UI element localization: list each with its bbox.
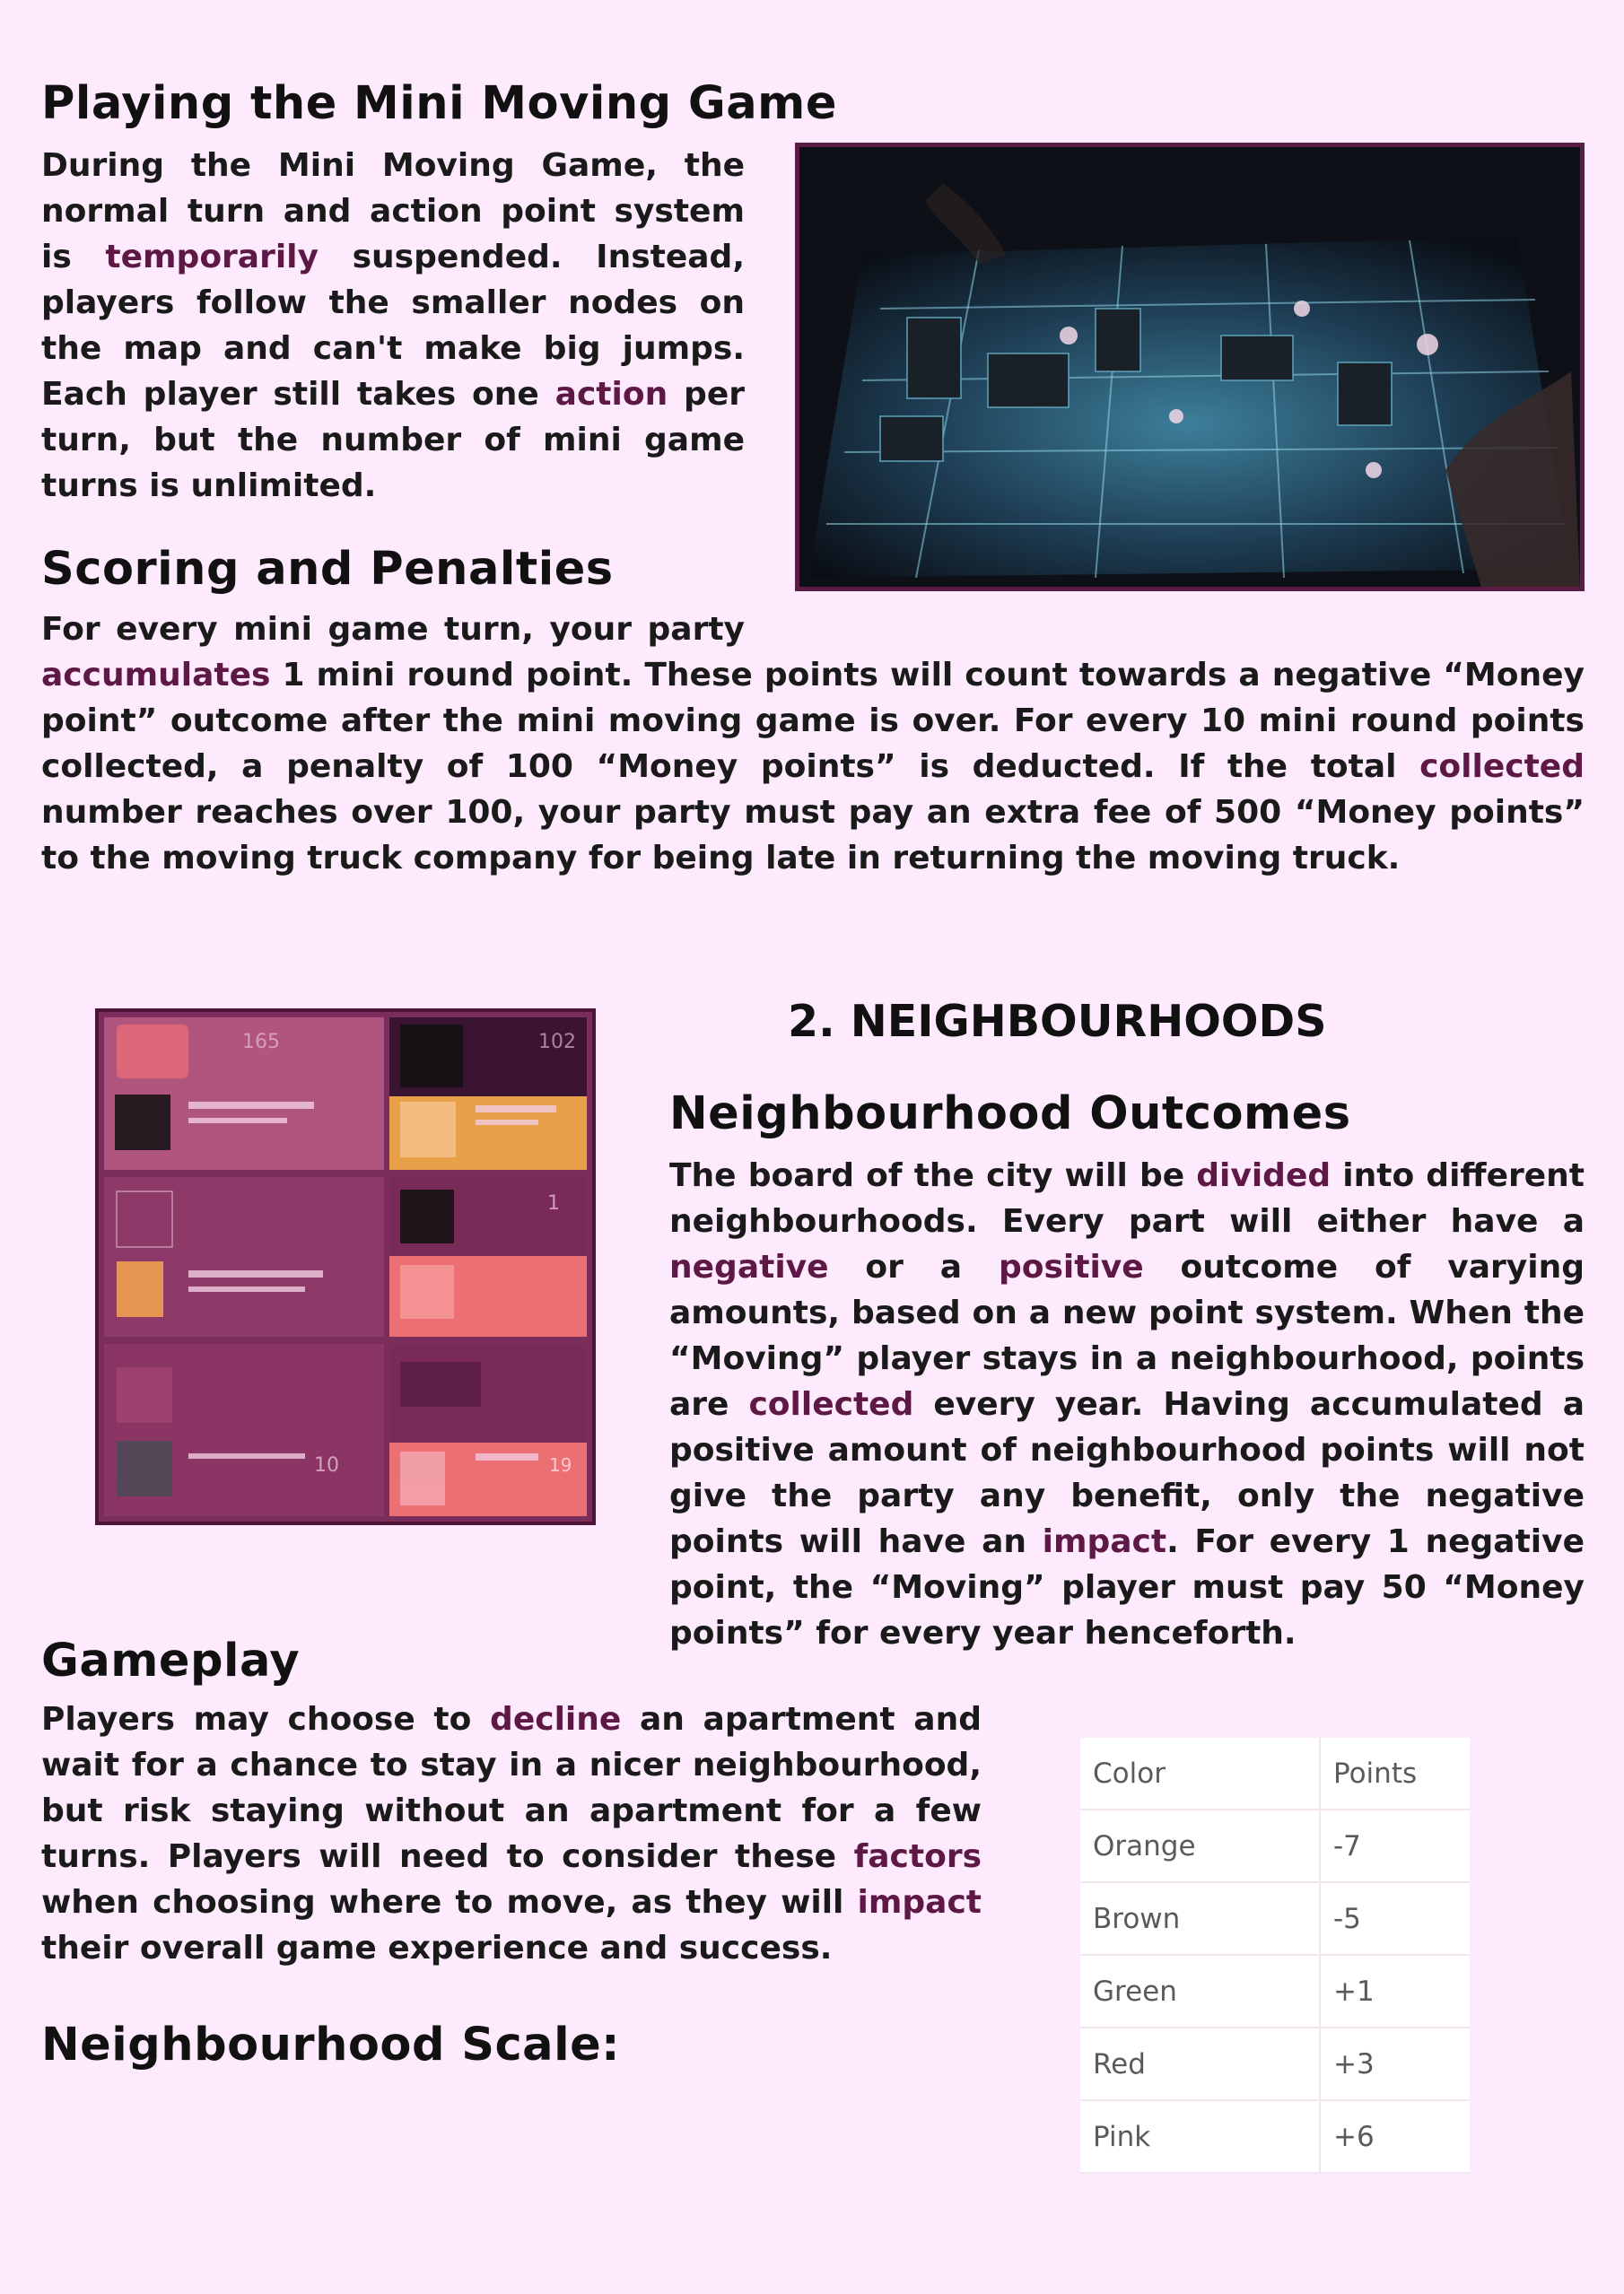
highlighted-term: action [554, 376, 668, 413]
scale-cell-points: +6 [1320, 2100, 1470, 2173]
highlighted-term: divided [1196, 1157, 1332, 1194]
scoring-heading: Scoring and Penalties [41, 543, 614, 596]
paragraph-text: During the Mini Moving Game, the normal turn and action point system is [41, 147, 745, 275]
scale-cell-color: Green [1080, 1955, 1320, 2028]
outcomes-block [669, 1087, 1585, 1656]
gallery-text-c: 1 [547, 1192, 560, 1215]
top-flow [41, 77, 1585, 881]
scale-cell-color: Pink [1080, 2100, 1320, 2173]
paragraph-text: outcome of varying amounts, based on a new point system. When the “Moving” player stays in a neighbourhood, points are [669, 1249, 1585, 1423]
paragraph-text: The board of the city will be [669, 1157, 1197, 1194]
highlighted-term: accumulates [41, 657, 271, 693]
paragraph-text: their overall game experience and success. [41, 1930, 833, 1967]
gameplay-paragraph [41, 1697, 982, 1971]
tile-gallery-illustration [99, 1012, 592, 1522]
gallery-text-e: 19 [549, 1454, 572, 1476]
highlighted-term: factors [853, 1838, 982, 1875]
paragraph-text: every year. Having accumulated a positive amount of neighbourhood points will not give the party any benefit, only the negative points will have an [669, 1386, 1585, 1560]
scale-col-color: Color [1080, 1738, 1320, 1810]
table-row [1080, 1882, 1470, 1955]
highlighted-term: collected [1419, 748, 1585, 785]
paragraph-text: Players may choose to [41, 1701, 491, 1738]
scale-cell-color: Red [1080, 2028, 1320, 2100]
scale-table-header-row [1080, 1738, 1470, 1810]
outcomes-paragraph [669, 1153, 1585, 1656]
gallery-text-d: 10 [314, 1454, 339, 1477]
scale-cell-points: -7 [1320, 1810, 1470, 1882]
board-photo [795, 143, 1585, 591]
highlighted-term: collected [748, 1386, 914, 1423]
scale-cell-color: Brown [1080, 1882, 1320, 1955]
highlighted-term: decline [490, 1701, 622, 1738]
scale-table [1080, 1738, 1470, 2174]
paragraph-text: For every mini game turn, your party [41, 611, 745, 648]
highlighted-term: impact [857, 1884, 982, 1921]
table-row [1080, 1810, 1470, 1882]
paragraph-text: number reaches over 100, your party must pay an extra fee of 500 “Money points” to the moving truck company for being late in returning the moving truck. [41, 794, 1585, 877]
scale-cell-color: Orange [1080, 1810, 1320, 1882]
section-title: 2. NEIGHBOURHOODS [788, 996, 1327, 1047]
gameplay-heading: Gameplay [41, 1635, 301, 1688]
highlighted-term: impact [1042, 1523, 1167, 1560]
tile-gallery [95, 1008, 596, 1525]
highlighted-term: negative [669, 1249, 829, 1286]
gallery-text-a: 165 [242, 1031, 280, 1053]
scoring-paragraph [41, 606, 1585, 881]
scale-cell-points: -5 [1320, 1882, 1470, 1955]
table-row [1080, 1955, 1470, 2028]
scale-cell-points: +3 [1320, 2028, 1470, 2100]
highlighted-term: positive [998, 1249, 1144, 1286]
paragraph-text: an apartment and wait for a chance to stay in a nicer neighbourhood, but risk staying without an apartment for a few turns. Players will need to consider these [41, 1701, 982, 1875]
outcomes-heading: Neighbourhood Outcomes [669, 1087, 1351, 1140]
scale-col-points: Points [1320, 1738, 1470, 1810]
paragraph-text: into different neighbourhoods. Every part will either have a [669, 1157, 1585, 1240]
paragraph-text: per turn, but the number of mini game turns is unlimited. [41, 376, 745, 504]
paragraph-text: suspended. Instead, players follow the smaller nodes on the map and can't make big jumps. Each player still takes one [41, 239, 745, 413]
gameplay-block [41, 1635, 982, 1971]
paragraph-text: when choosing where to move, as they will [41, 1884, 858, 1921]
highlighted-term: temporarily [105, 239, 319, 275]
table-row [1080, 2100, 1470, 2173]
table-row [1080, 2028, 1470, 2100]
paragraph-text: . For every 1 negative point, the “Moving” player must pay 50 “Money points” for every year henceforth. [669, 1523, 1585, 1652]
paragraph-text: or a [828, 1249, 999, 1286]
scale-cell-points: +1 [1320, 1955, 1470, 2028]
mini-game-heading: Playing the Mini Moving Game [41, 77, 837, 130]
paragraph-text: 1 mini round point. These points will count towards a negative “Money point” outcome after the mini moving game is over. For every 10 mini round points collected, a penalty of 100 “Money points” is deducted. If the total [41, 657, 1585, 785]
gallery-text-b: 102 [538, 1031, 576, 1053]
scale-heading: Neighbourhood Scale: [41, 2019, 621, 2072]
board-photo-illustration [799, 147, 1580, 587]
